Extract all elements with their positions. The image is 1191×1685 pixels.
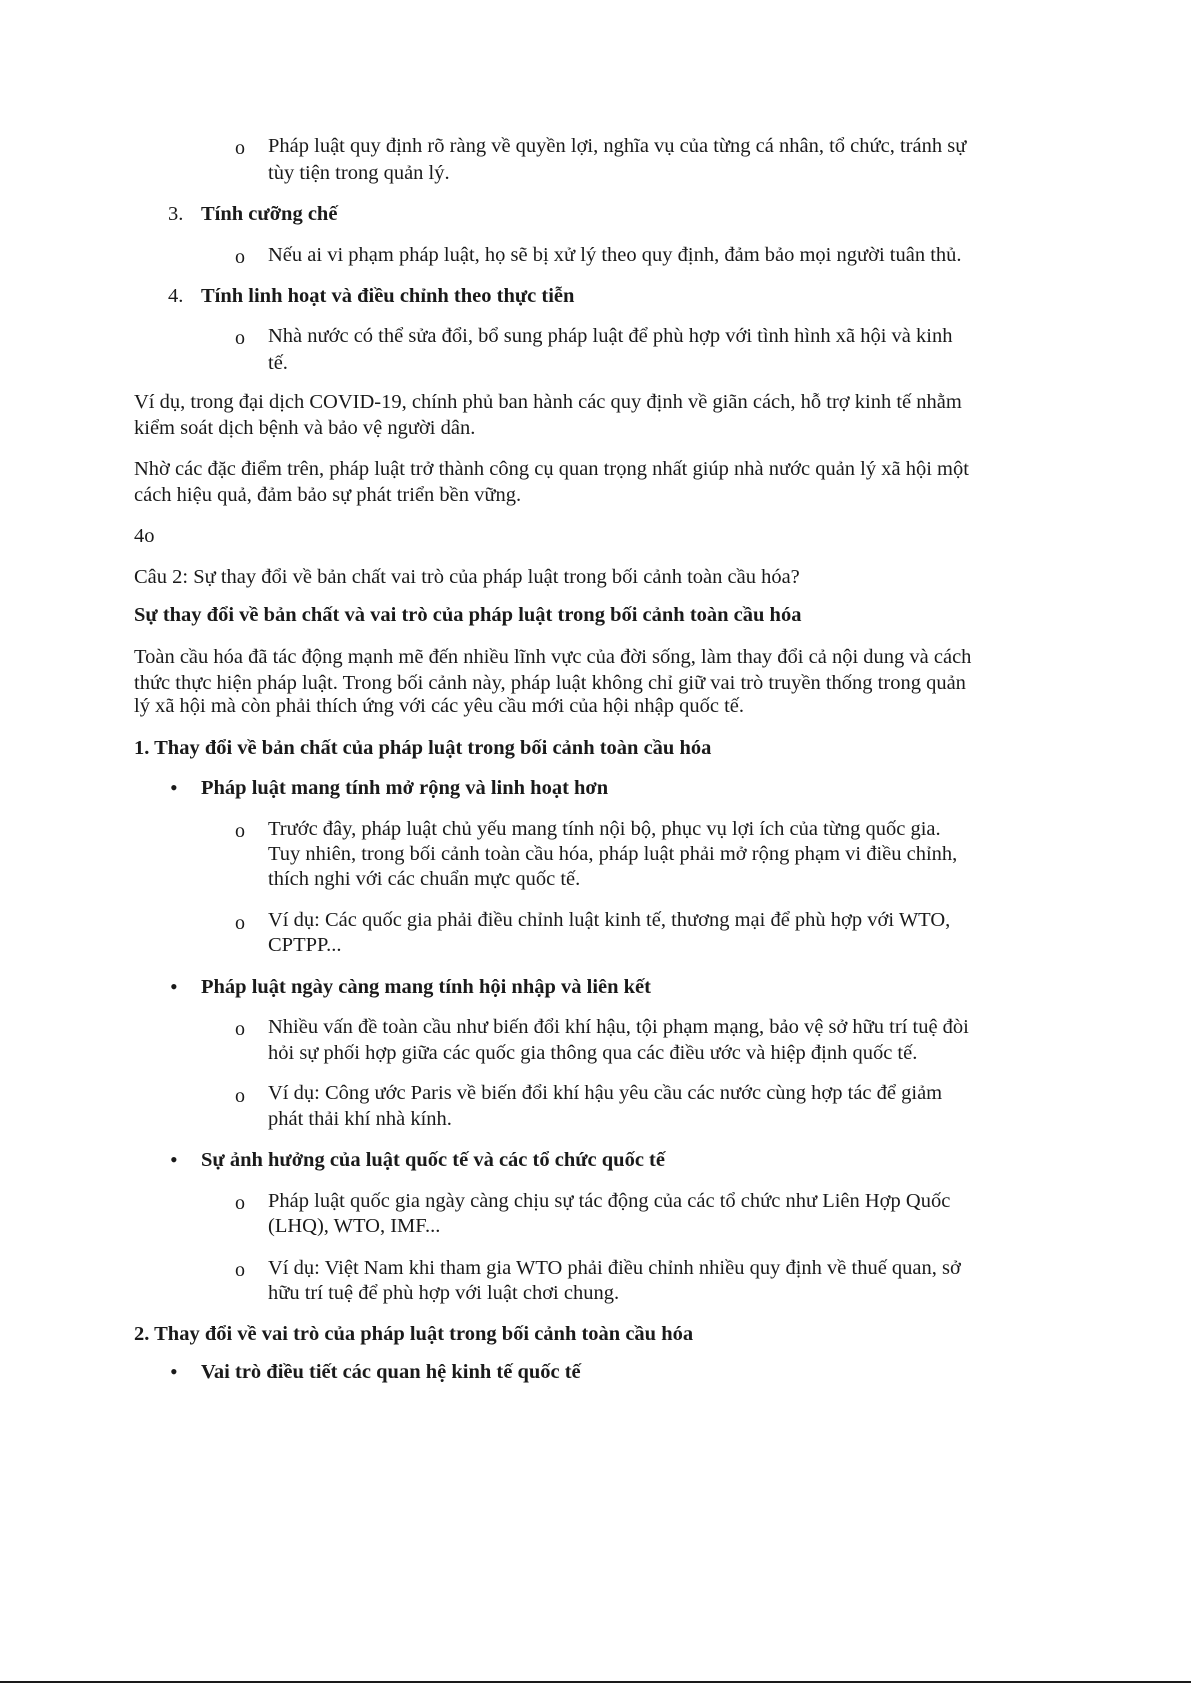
paragraph-line: thức thực hiện pháp luật. Trong bối cảnh này, pháp luật không chỉ giữ vai trò truyền thống trong quản: [134, 672, 966, 694]
paragraph-line: Toàn cầu hóa đã tác động mạnh mẽ đến nhiều lĩnh vực của đời sống, làm thay đổi cả nội dung và cách: [134, 646, 972, 668]
bullet-dot-icon: •: [170, 1147, 178, 1172]
circle-bullet-icon: o: [235, 1192, 245, 1214]
list-number: 4.: [168, 285, 184, 307]
paragraph-line: Ví dụ, trong đại dịch COVID-19, chính phủ ban hành các quy định về giãn cách, hỗ trợ kinh tế nhằm: [134, 391, 962, 413]
paragraph-line: 4o: [134, 525, 155, 547]
circle-bullet-icon: o: [235, 1259, 245, 1281]
section-heading: 1. Thay đổi về bản chất của pháp luật trong bối cảnh toàn cầu hóa: [134, 737, 712, 759]
circle-bullet-icon: o: [235, 246, 245, 268]
section-heading: 2. Thay đổi về vai trò của pháp luật trong bối cảnh toàn cầu hóa: [134, 1323, 694, 1345]
sub-item-line: Ví dụ: Các quốc gia phải điều chỉnh luật kinh tế, thương mại để phù hợp với WTO,: [268, 909, 951, 931]
sub-item-line: Tuy nhiên, trong bối cảnh toàn cầu hóa, pháp luật phải mở rộng phạm vi điều chỉnh,: [268, 843, 958, 865]
paragraph-line: cách hiệu quả, đảm bảo sự phát triển bền vững.: [134, 484, 522, 506]
sub-item-line: hữu trí tuệ để phù hợp với luật chơi chung.: [268, 1282, 620, 1304]
sub-item-line: Pháp luật quy định rõ ràng về quyền lợi, nghĩa vụ của từng cá nhân, tổ chức, tránh sự: [268, 135, 967, 157]
bullet-dot-icon: •: [170, 1359, 178, 1384]
bullet-dot-icon: •: [170, 974, 178, 999]
numbered-item-title: Tính cưỡng chế: [201, 203, 338, 225]
bullet-item-title: Vai trò điều tiết các quan hệ kinh tế quốc tế: [201, 1361, 581, 1383]
sub-item-line: Nhiều vấn đề toàn cầu như biến đổi khí hậu, tội phạm mạng, bảo vệ sở hữu trí tuệ đòi: [268, 1016, 969, 1038]
circle-bullet-icon: o: [235, 820, 245, 842]
bullet-dot-icon: •: [170, 775, 178, 800]
sub-item-line: Pháp luật quốc gia ngày càng chịu sự tác động của các tổ chức như Liên Hợp Quốc: [268, 1190, 951, 1212]
page-bottom-rule: [0, 1681, 1191, 1683]
bullet-item-title: Pháp luật mang tính mở rộng và linh hoạt hơn: [201, 777, 609, 799]
sub-item-line: hỏi sự phối hợp giữa các quốc gia thông qua các điều ước và hiệp định quốc tế.: [268, 1042, 918, 1064]
numbered-item-title: Tính linh hoạt và điều chỉnh theo thực tiễn: [201, 285, 575, 307]
sub-item-line: Nhà nước có thể sửa đổi, bổ sung pháp luật để phù hợp với tình hình xã hội và kinh: [268, 325, 953, 347]
paragraph-line: kiểm soát dịch bệnh và bảo vệ người dân.: [134, 417, 476, 439]
paragraph-line: Nhờ các đặc điểm trên, pháp luật trở thành công cụ quan trọng nhất giúp nhà nước quản lý xã hội một: [134, 458, 969, 480]
sub-item-line: Trước đây, pháp luật chủ yếu mang tính nội bộ, phục vụ lợi ích của từng quốc gia.: [268, 818, 941, 840]
sub-item-line: CPTPP...: [268, 934, 342, 956]
sub-item-line: tùy tiện trong quản lý.: [268, 162, 450, 184]
section-heading: Sự thay đổi về bản chất và vai trò của pháp luật trong bối cảnh toàn cầu hóa: [134, 604, 802, 626]
paragraph-line: lý xã hội mà còn phải thích ứng với các yêu cầu mới của hội nhập quốc tế.: [134, 695, 745, 717]
bullet-item-title: Pháp luật ngày càng mang tính hội nhập và liên kết: [201, 976, 651, 998]
list-number: 3.: [168, 203, 184, 225]
sub-item-line: Ví dụ: Công ước Paris về biến đổi khí hậu yêu cầu các nước cùng hợp tác để giảm: [268, 1082, 943, 1104]
circle-bullet-icon: o: [235, 1018, 245, 1040]
circle-bullet-icon: o: [235, 327, 245, 349]
sub-item-line: (LHQ), WTO, IMF...: [268, 1215, 441, 1237]
sub-item-line: thích nghi với các chuẩn mực quốc tế.: [268, 868, 581, 890]
sub-item-line: Nếu ai vi phạm pháp luật, họ sẽ bị xử lý theo quy định, đảm bảo mọi người tuân thủ.: [268, 244, 962, 266]
circle-bullet-icon: o: [235, 1085, 245, 1107]
circle-bullet-icon: o: [235, 912, 245, 934]
sub-item-line: phát thải khí nhà kính.: [268, 1108, 452, 1130]
sub-item-line: Ví dụ: Việt Nam khi tham gia WTO phải điều chỉnh nhiều quy định về thuế quan, sở: [268, 1257, 961, 1279]
circle-bullet-icon: o: [235, 137, 245, 159]
bullet-item-title: Sự ảnh hưởng của luật quốc tế và các tổ chức quốc tế: [201, 1149, 665, 1171]
sub-item-line: tế.: [268, 352, 288, 374]
question-line: Câu 2: Sự thay đổi về bản chất vai trò của pháp luật trong bối cảnh toàn cầu hóa?: [134, 566, 800, 588]
